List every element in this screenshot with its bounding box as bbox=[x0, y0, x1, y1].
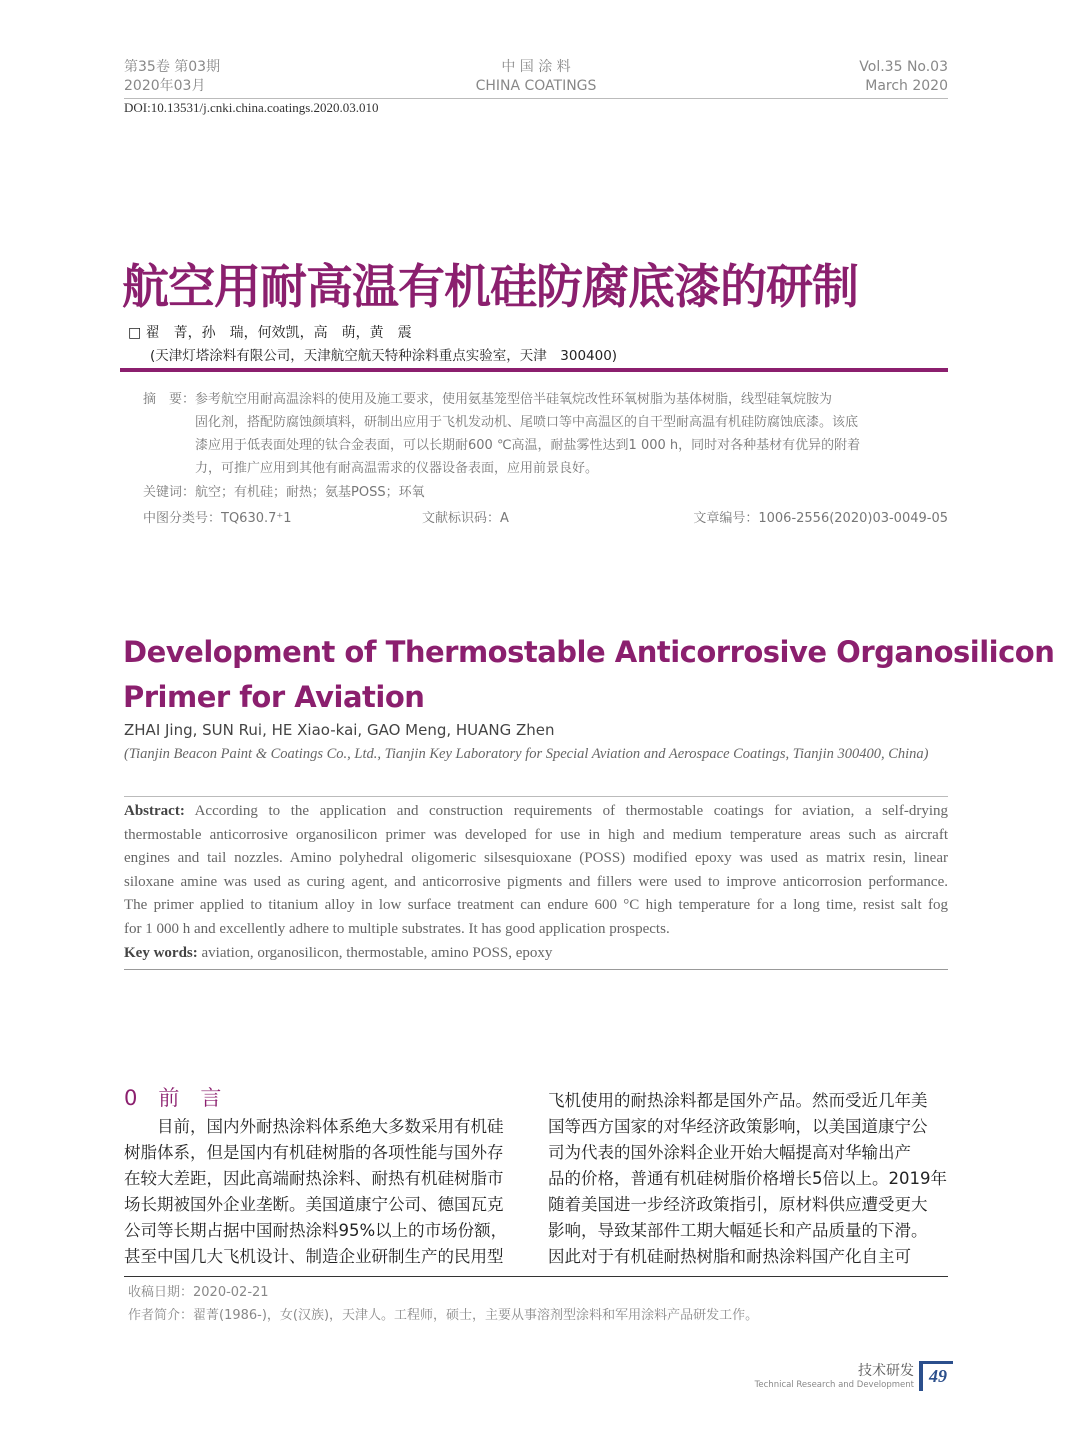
title-en-line: Development of Thermostable Anticorrosive Organosilicon bbox=[123, 635, 1055, 669]
abstract-cn-line: 力，可推广应用到其他有耐高温需求的仪器设备表面，应用前景良好。 bbox=[195, 461, 599, 476]
abstract-en-label: Abstract: bbox=[124, 803, 185, 819]
body-line: 影响，导致某部件工期大幅延长和产品质量的下滑。 bbox=[548, 1221, 928, 1240]
doi: DOI:10.13531/j.cnki.china.coatings.2020.03.010 bbox=[124, 100, 379, 115]
abstract-en-line: for 1 000 h and excellently adhere to multiple substrates. It has good application prospects. bbox=[124, 920, 670, 937]
article-number: 文章编号：1006-2556(2020)03-0049-05 bbox=[693, 511, 948, 526]
body-line: 目前，国内外耐热涂料体系绝大多数采用有机硅 bbox=[124, 1117, 504, 1136]
authors-cn: □ 翟 菁，孙 瑞，何效凯，高 萌，黄 震 bbox=[128, 325, 412, 341]
title-en-line: Primer for Aviation bbox=[123, 680, 425, 714]
page-number-box bbox=[919, 1361, 953, 1391]
abstract-top-rule bbox=[124, 796, 948, 797]
abstract-cn-label: 摘 要： bbox=[143, 392, 196, 407]
body-line: 场长期被国外企业垄断。美国道康宁公司、德国瓦克 bbox=[124, 1195, 504, 1214]
section-heading: 0 前 言 bbox=[124, 1086, 222, 1110]
abstract-cn-line: 漆应用于低表面处理的钛合金表面，可以长期耐600 ℃高温，耐盐雾性达到1 000 h，同时对各种基材有优异的附着 bbox=[195, 438, 861, 453]
body-line: 在较大差距，因此高端耐热涂料、耐热有机硅树脂市 bbox=[124, 1169, 504, 1188]
title-cn: 航空用耐高温有机硅防腐底漆的研制 bbox=[122, 260, 858, 315]
abstract-cn-line: 固化剂，搭配防腐蚀颜填料，研制出应用于飞机发动机、尾喷口等中高温区的自干型耐高温有机硅防腐蚀底漆。该底 bbox=[195, 415, 859, 430]
body-line: 公司等长期占据中国耐热涂料95%以上的市场份额， bbox=[124, 1221, 508, 1240]
body-left-column bbox=[124, 1114, 524, 1270]
body-right-column bbox=[548, 1088, 950, 1270]
body-line: 因此对于有机硅耐热树脂和耐热涂料国产化自主可 bbox=[548, 1247, 911, 1266]
title-rule bbox=[120, 368, 948, 372]
footnote-rule bbox=[124, 1276, 948, 1277]
received-date: 收稿日期：2020-02-21 bbox=[128, 1285, 269, 1300]
abstract-en-line: siloxane amine was used as curing agent, and anticorrosive pigments and fillers were used to improve anticorrosion performance. bbox=[124, 873, 948, 890]
abstract-en-line: The primer applied to titanium alloy in low surface treatment can endure 600 °C high temperature for a long time, resist salt fog bbox=[124, 897, 948, 914]
affiliation-en: (Tianjin Beacon Paint & Coatings Co., Ltd., Tianjin Key Laboratory for Special Aviation and Aerospace Coatings, Tianjin 300400, China) bbox=[124, 746, 929, 762]
abstract-bottom-rule bbox=[124, 969, 948, 970]
abstract-en-line: According to the application and construction requirements of thermostable coatings for aviation, a self-drying bbox=[194, 803, 948, 819]
abstract-cn bbox=[195, 388, 915, 480]
footer-column-cn: 技术研发 bbox=[858, 1363, 914, 1379]
abstract-en-line: thermostable anticorrosive organosilicon primer was developed for use in high and medium temperature areas such as aircraft bbox=[124, 826, 948, 843]
body-line: 飞机使用的耐热涂料都是国外产品。然而受近几年美 bbox=[548, 1091, 928, 1110]
header-right bbox=[859, 58, 948, 96]
title-en bbox=[123, 630, 1054, 720]
authors-en: ZHAI Jing, SUN Rui, HE Xiao-kai, GAO Meng, HUANG Zhen bbox=[124, 721, 555, 739]
document-code: 文献标识码：A bbox=[422, 511, 509, 526]
abstract-en bbox=[124, 800, 948, 965]
journal-en: CHINA COATINGS bbox=[475, 78, 597, 94]
volume-en: Vol.35 No.03 bbox=[859, 59, 948, 75]
keywords-cn: 关键词：航空；有机硅；耐热；氨基POSS；环氧 bbox=[143, 485, 425, 500]
date-cn: 2020年03月 bbox=[124, 78, 206, 94]
volume-cn: 第35卷 第03期 bbox=[124, 59, 221, 75]
body-line: 国等西方国家的对华经济政策影响，以美国道康宁公 bbox=[548, 1117, 928, 1136]
header-center bbox=[436, 58, 636, 96]
body-line: 司为代表的国外涂料企业开始大幅提高对华输出产 bbox=[548, 1143, 911, 1162]
body-line: 甚至中国几大飞机设计、制造企业研制生产的民用型 bbox=[124, 1247, 504, 1266]
body-line: 随着美国进一步经济政策指引，原材料供应遭受更大 bbox=[548, 1195, 928, 1214]
page-number: 49 bbox=[929, 1366, 947, 1386]
body-line: 树脂体系，但是国内有机硅树脂的各项性能与国外存 bbox=[124, 1143, 504, 1162]
affiliation-cn: (天津灯塔涂料有限公司，天津航空航天特种涂料重点实验室，天津 300400) bbox=[150, 348, 618, 364]
keywords-en-label: Key words: bbox=[124, 944, 198, 961]
journal-cn: 中 国 涂 料 bbox=[501, 59, 571, 75]
keywords-en: aviation, organosilicon, thermostable, amino POSS, epoxy bbox=[201, 944, 553, 961]
footer-column-en: Technical Research and Development bbox=[754, 1380, 914, 1390]
abstract-cn-line: 参考航空用耐高温涂料的使用及施工要求，使用氨基笼型倍半硅氧烷改性环氧树脂为基体树脂，线型硅氧烷胺为 bbox=[195, 392, 833, 407]
header-rule bbox=[124, 98, 948, 99]
abstract-en-line: engines and tail nozzles. Amino polyhedral oligomeric silsesquioxane (POSS) modified epoxy was used as matrix resin, linear bbox=[124, 850, 948, 867]
date-en: March 2020 bbox=[865, 78, 948, 94]
clc-number: 中图分类号：TQ630.7⁺1 bbox=[143, 511, 292, 526]
author-bio: 作者简介：翟菁(1986-)，女(汉族)，天津人。工程师，硕士，主要从事溶剂型涂料和军用涂料产品研发工作。 bbox=[128, 1308, 759, 1323]
body-line: 品的价格，普通有机硅树脂价格增长5倍以上。2019年 bbox=[548, 1169, 947, 1188]
header-left bbox=[124, 58, 220, 96]
